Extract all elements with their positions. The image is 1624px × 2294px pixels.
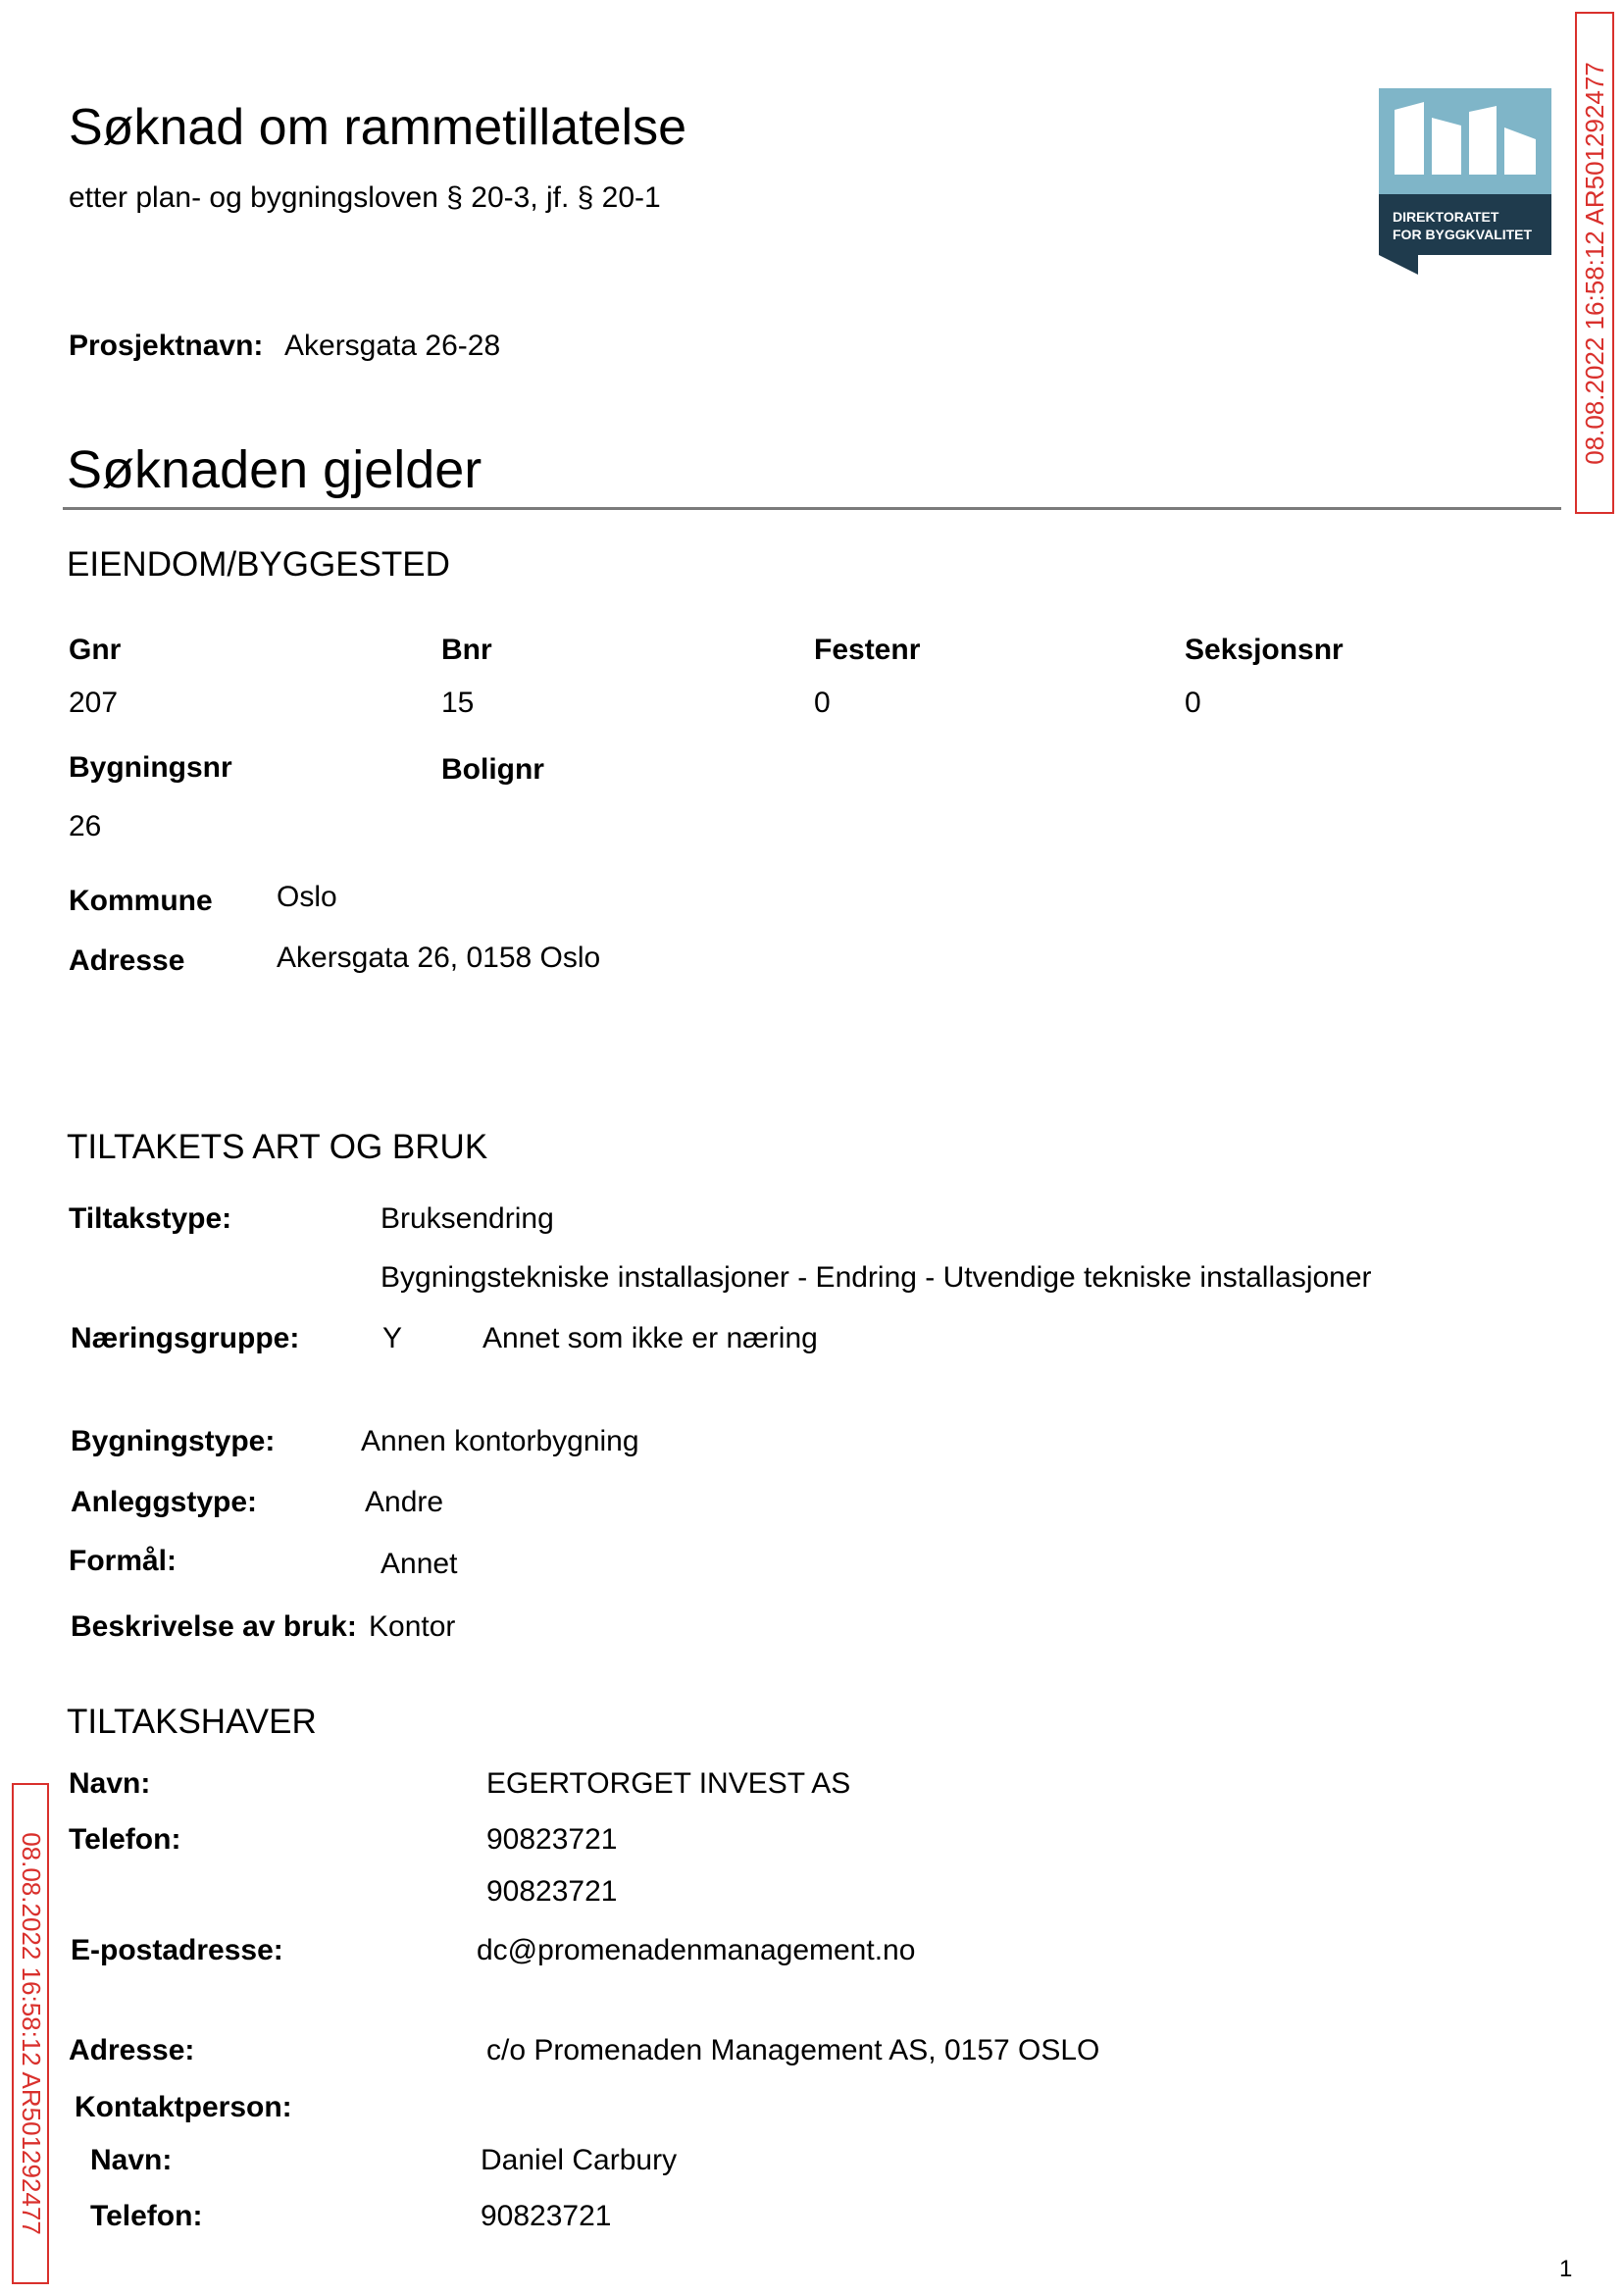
tiltakshaver-adresse-label: Adresse: [69, 2034, 195, 2066]
naeringsgruppe-code: Y [382, 1322, 403, 1354]
document-subtitle: etter plan- og bygningsloven § 20-3, jf. § 20-1 [69, 181, 661, 214]
bygningstype-label: Bygningstype: [71, 1425, 276, 1457]
bygningsnr-label: Bygningsnr [69, 751, 232, 784]
gnr-value: 207 [69, 687, 119, 719]
gnr-label: Gnr [69, 634, 122, 666]
kontaktperson-telefon-value: 90823721 [481, 2200, 612, 2232]
adresse-value: Akersgata 26, 0158 Oslo [277, 942, 601, 974]
logo-text-line1: DIREKTORATET [1393, 209, 1499, 225]
seksjonsnr-value: 0 [1185, 687, 1201, 719]
kommune-value: Oslo [277, 881, 337, 913]
tiltakshaver-telefon-label: Telefon: [69, 1823, 181, 1856]
festenr-value: 0 [814, 687, 831, 719]
kontaktperson-label: Kontaktperson: [75, 2091, 292, 2123]
tiltak-heading: TILTAKETS ART OG BRUK [67, 1128, 488, 1166]
archive-stamp-top [1575, 12, 1614, 514]
tiltakshaver-epost-value: dc@promenadenmanagement.no [477, 1934, 916, 1966]
tiltakshaver-telefon-value-1: 90823721 [486, 1823, 618, 1856]
document-title: Søknad om rammetillatelse [69, 99, 686, 156]
section-divider [63, 507, 1561, 510]
tiltakstype-value-1: Bruksendring [381, 1202, 554, 1235]
logo-graphic [1379, 88, 1551, 275]
project-name-label: Prosjektnavn: [69, 330, 264, 362]
bnr-label: Bnr [441, 634, 492, 666]
kontaktperson-navn-value: Daniel Carbury [481, 2144, 678, 2176]
page-number: 1 [1559, 2256, 1573, 2282]
tiltakshaver-navn-value: EGERTORGET INVEST AS [486, 1767, 851, 1800]
project-name-value: Akersgata 26-28 [284, 330, 501, 362]
tiltakshaver-epost-label: E-postadresse: [71, 1934, 283, 1966]
tiltakshaver-adresse-value: c/o Promenaden Management AS, 0157 OSLO [486, 2034, 1100, 2066]
kontaktperson-navn-label: Navn: [90, 2144, 173, 2176]
festenr-label: Festenr [814, 634, 921, 666]
tiltakshaver-telefon-value-2: 90823721 [486, 1875, 618, 1908]
seksjonsnr-label: Seksjonsnr [1185, 634, 1344, 666]
beskrivelse-label: Beskrivelse av bruk: [71, 1610, 357, 1643]
archive-stamp-top-text: 08.08.2022 16:58:12 AR501292477 [1579, 61, 1609, 465]
tiltakstype-label: Tiltakstype: [69, 1202, 232, 1235]
archive-stamp-bottom-text: 08.08.2022 16:58:12 AR501292477 [16, 1832, 46, 2235]
naeringsgruppe-value: Annet som ikke er næring [482, 1322, 818, 1354]
beskrivelse-value: Kontor [369, 1610, 456, 1643]
bygningstype-value: Annen kontorbygning [361, 1425, 639, 1457]
bnr-value: 15 [441, 687, 475, 719]
tiltakshaver-heading: TILTAKSHAVER [67, 1703, 317, 1741]
archive-stamp-bottom [12, 1783, 49, 2284]
tiltakstype-value-2: Bygningstekniske installasjoner - Endring - Utvendige tekniske installasjoner [381, 1261, 1372, 1294]
kommune-label: Kommune [69, 885, 213, 917]
logo-text-line2: FOR BYGGKVALITET [1393, 227, 1533, 242]
formaal-value: Annet [381, 1548, 458, 1580]
section-title: Søknaden gjelder [67, 440, 482, 499]
anleggstype-label: Anleggstype: [71, 1486, 258, 1518]
naeringsgruppe-label: Næringsgruppe: [71, 1322, 300, 1354]
tiltakshaver-navn-label: Navn: [69, 1767, 151, 1800]
formaal-label: Formål: [69, 1545, 178, 1577]
bolignr-label: Bolignr [441, 753, 544, 786]
kontaktperson-telefon-label: Telefon: [90, 2200, 203, 2232]
dibk-logo [1379, 88, 1551, 275]
adresse-label: Adresse [69, 944, 185, 977]
anleggstype-value: Andre [365, 1486, 444, 1518]
bygningsnr-value: 26 [69, 810, 102, 842]
eiendom-heading: EIENDOM/BYGGESTED [67, 545, 450, 584]
